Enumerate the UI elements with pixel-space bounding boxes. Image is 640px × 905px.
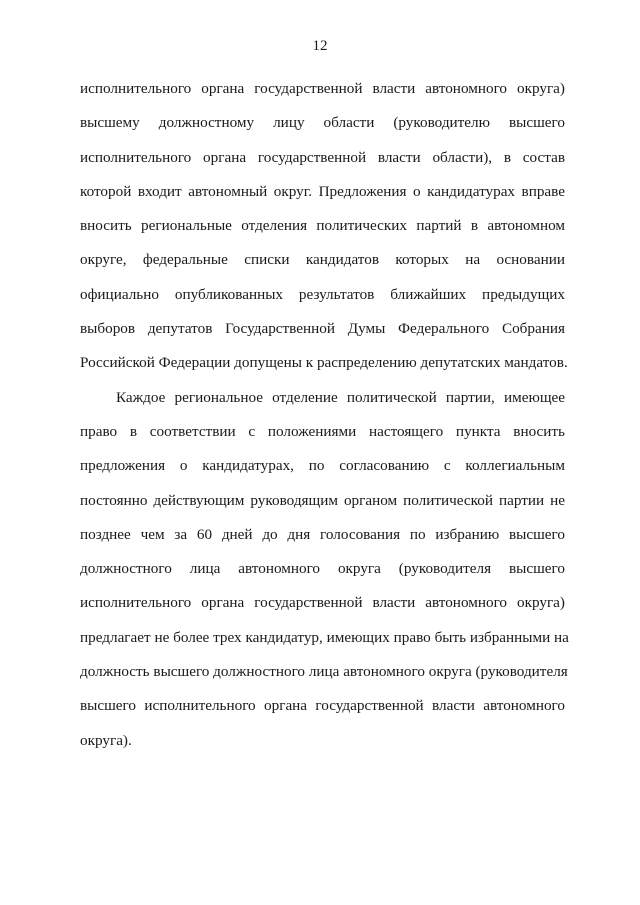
- text-line: вносить региональные отделения политических партий в автономном: [80, 217, 565, 235]
- text-line: высшего исполнительного органа государственной власти автономного: [80, 697, 565, 715]
- paragraph-1: [80, 72, 568, 381]
- text-line: выборов депутатов Государственной Думы Федерального Собрания: [80, 320, 565, 338]
- text-line: постоянно действующим руководящим органом политической партии не: [80, 491, 565, 509]
- text-line: округе, федеральные списки кандидатов которых на основании: [80, 251, 565, 269]
- text-line: позднее чем за 60 дней до дня голосования по избранию высшего: [80, 525, 565, 543]
- text-line: официально опубликованных результатов ближайших предыдущих: [80, 285, 565, 303]
- text-line: Российской Федерации допущены к распределению депутатских мандатов.: [80, 354, 568, 372]
- text-line: исполнительного органа государственной власти автономного округа): [80, 594, 565, 612]
- text-line: которой входит автономный округ. Предложения о кандидатурах вправе: [80, 182, 565, 200]
- page-number: 12: [312, 38, 328, 54]
- paragraph-2: [80, 381, 569, 758]
- text-line: должностного лица автономного округа (руководителя высшего: [80, 560, 565, 578]
- text-line: право в соответствии с положениями настоящего пункта вносить: [80, 422, 565, 440]
- text-line: высшему должностному лицу области (руководителю высшего: [80, 114, 565, 132]
- text-line: исполнительного органа государственной власти автономного округа): [80, 80, 565, 97]
- text-line: исполнительного органа государственной власти области), в состав: [80, 148, 565, 166]
- text-line: округа).: [80, 731, 132, 749]
- document-body: [80, 72, 569, 758]
- text-line: Каждое региональное отделение политической партии, имеющее: [116, 388, 565, 406]
- text-line: предложения о кандидатурах, по согласованию с коллегиальным: [80, 457, 565, 475]
- text-line: должность высшего должностного лица автономного округа (руководителя: [80, 663, 568, 681]
- text-line: предлагает не более трех кандидатур, имеющих право быть избранными на: [80, 628, 569, 646]
